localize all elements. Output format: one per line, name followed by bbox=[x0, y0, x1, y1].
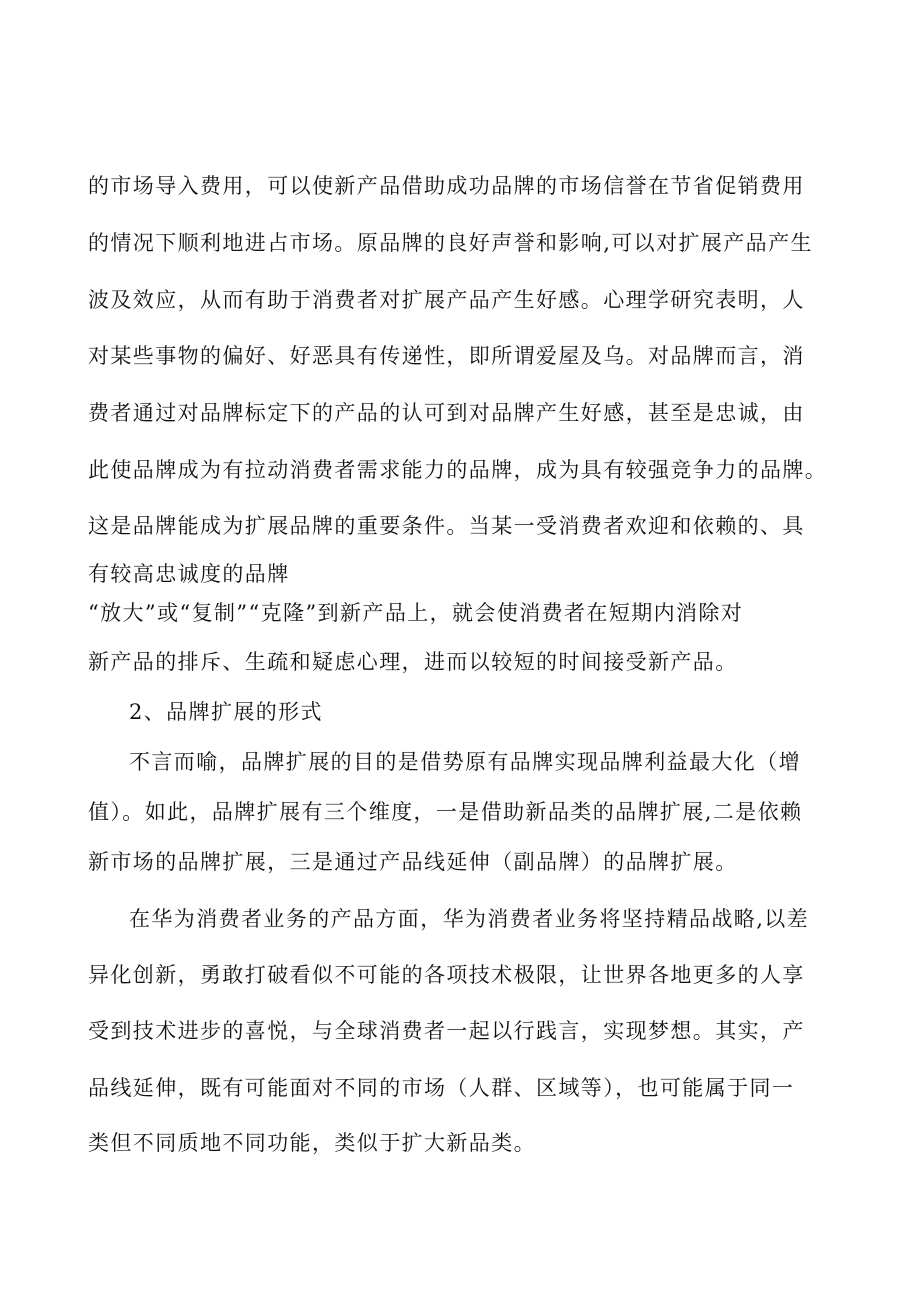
paragraph-line: 受到技术进步的喜悦，与全球消费者一起以行践言，实现梦想。其实，产 bbox=[88, 1019, 805, 1043]
paragraph-line: 的情况下顺利地进占市场。原品牌的良好声誉和影响,可以对扩展产品产生 bbox=[88, 231, 813, 255]
paragraph-line: 的市场导入费用，可以使新产品借助成功品牌的市场信誉在节省促销费用 bbox=[88, 174, 805, 198]
paragraph-line: 对某些事物的偏好、好恶具有传递性，即所谓爱屋及乌。对品牌而言，消 bbox=[88, 344, 805, 368]
paragraph-line: 不言而喻，品牌扩展的目的是借势原有品牌实现品牌利益最大化（增 bbox=[129, 750, 801, 774]
paragraph-line: 品线延伸，既有可能面对不同的市场（人群、区域等），也可能属于同一 bbox=[88, 1076, 795, 1100]
paragraph-line: 费者通过对品牌标定下的产品的认可到对品牌产生好感，甚至是忠诚，由 bbox=[88, 401, 805, 425]
paragraph-line: “放大”或“复制”“克隆”到新产品上，就会使消费者在短期内消除对 bbox=[88, 601, 744, 625]
paragraph-line: 异化创新，勇敢打破看似不可能的各项技术极限，让世界各地更多的人享 bbox=[88, 963, 805, 987]
paragraph-line: 新市场的品牌扩展，三是通过产品线延伸（副品牌）的品牌扩展。 bbox=[88, 850, 738, 874]
section-heading: 2、品牌扩展的形式 bbox=[129, 700, 323, 724]
paragraph-line: 值）。如此，品牌扩展有三个维度，一是借助新品类的品牌扩展,二是依赖 bbox=[88, 800, 803, 824]
paragraph-line: 此使品牌成为有拉动消费者需求能力的品牌，成为具有较强竞争力的品牌。 bbox=[88, 458, 828, 482]
paragraph-line: 在华为消费者业务的产品方面，华为消费者业务将坚持精品战略,以差 bbox=[129, 907, 810, 931]
paragraph-line: 波及效应，从而有助于消费者对扩展产品产生好感。心理学研究表明，人 bbox=[88, 288, 805, 312]
paragraph-line: 这是品牌能成为扩展品牌的重要条件。当某一受消费者欢迎和依赖的、具 bbox=[88, 514, 805, 538]
paragraph-line: 有较高忠诚度的品牌 bbox=[88, 562, 290, 586]
paragraph-line: 新产品的排斥、生疏和疑虑心理，进而以较短的时间接受新产品。 bbox=[88, 650, 738, 674]
paragraph-line: 类但不同质地不同功能，类似于扩大新品类。 bbox=[88, 1131, 536, 1155]
